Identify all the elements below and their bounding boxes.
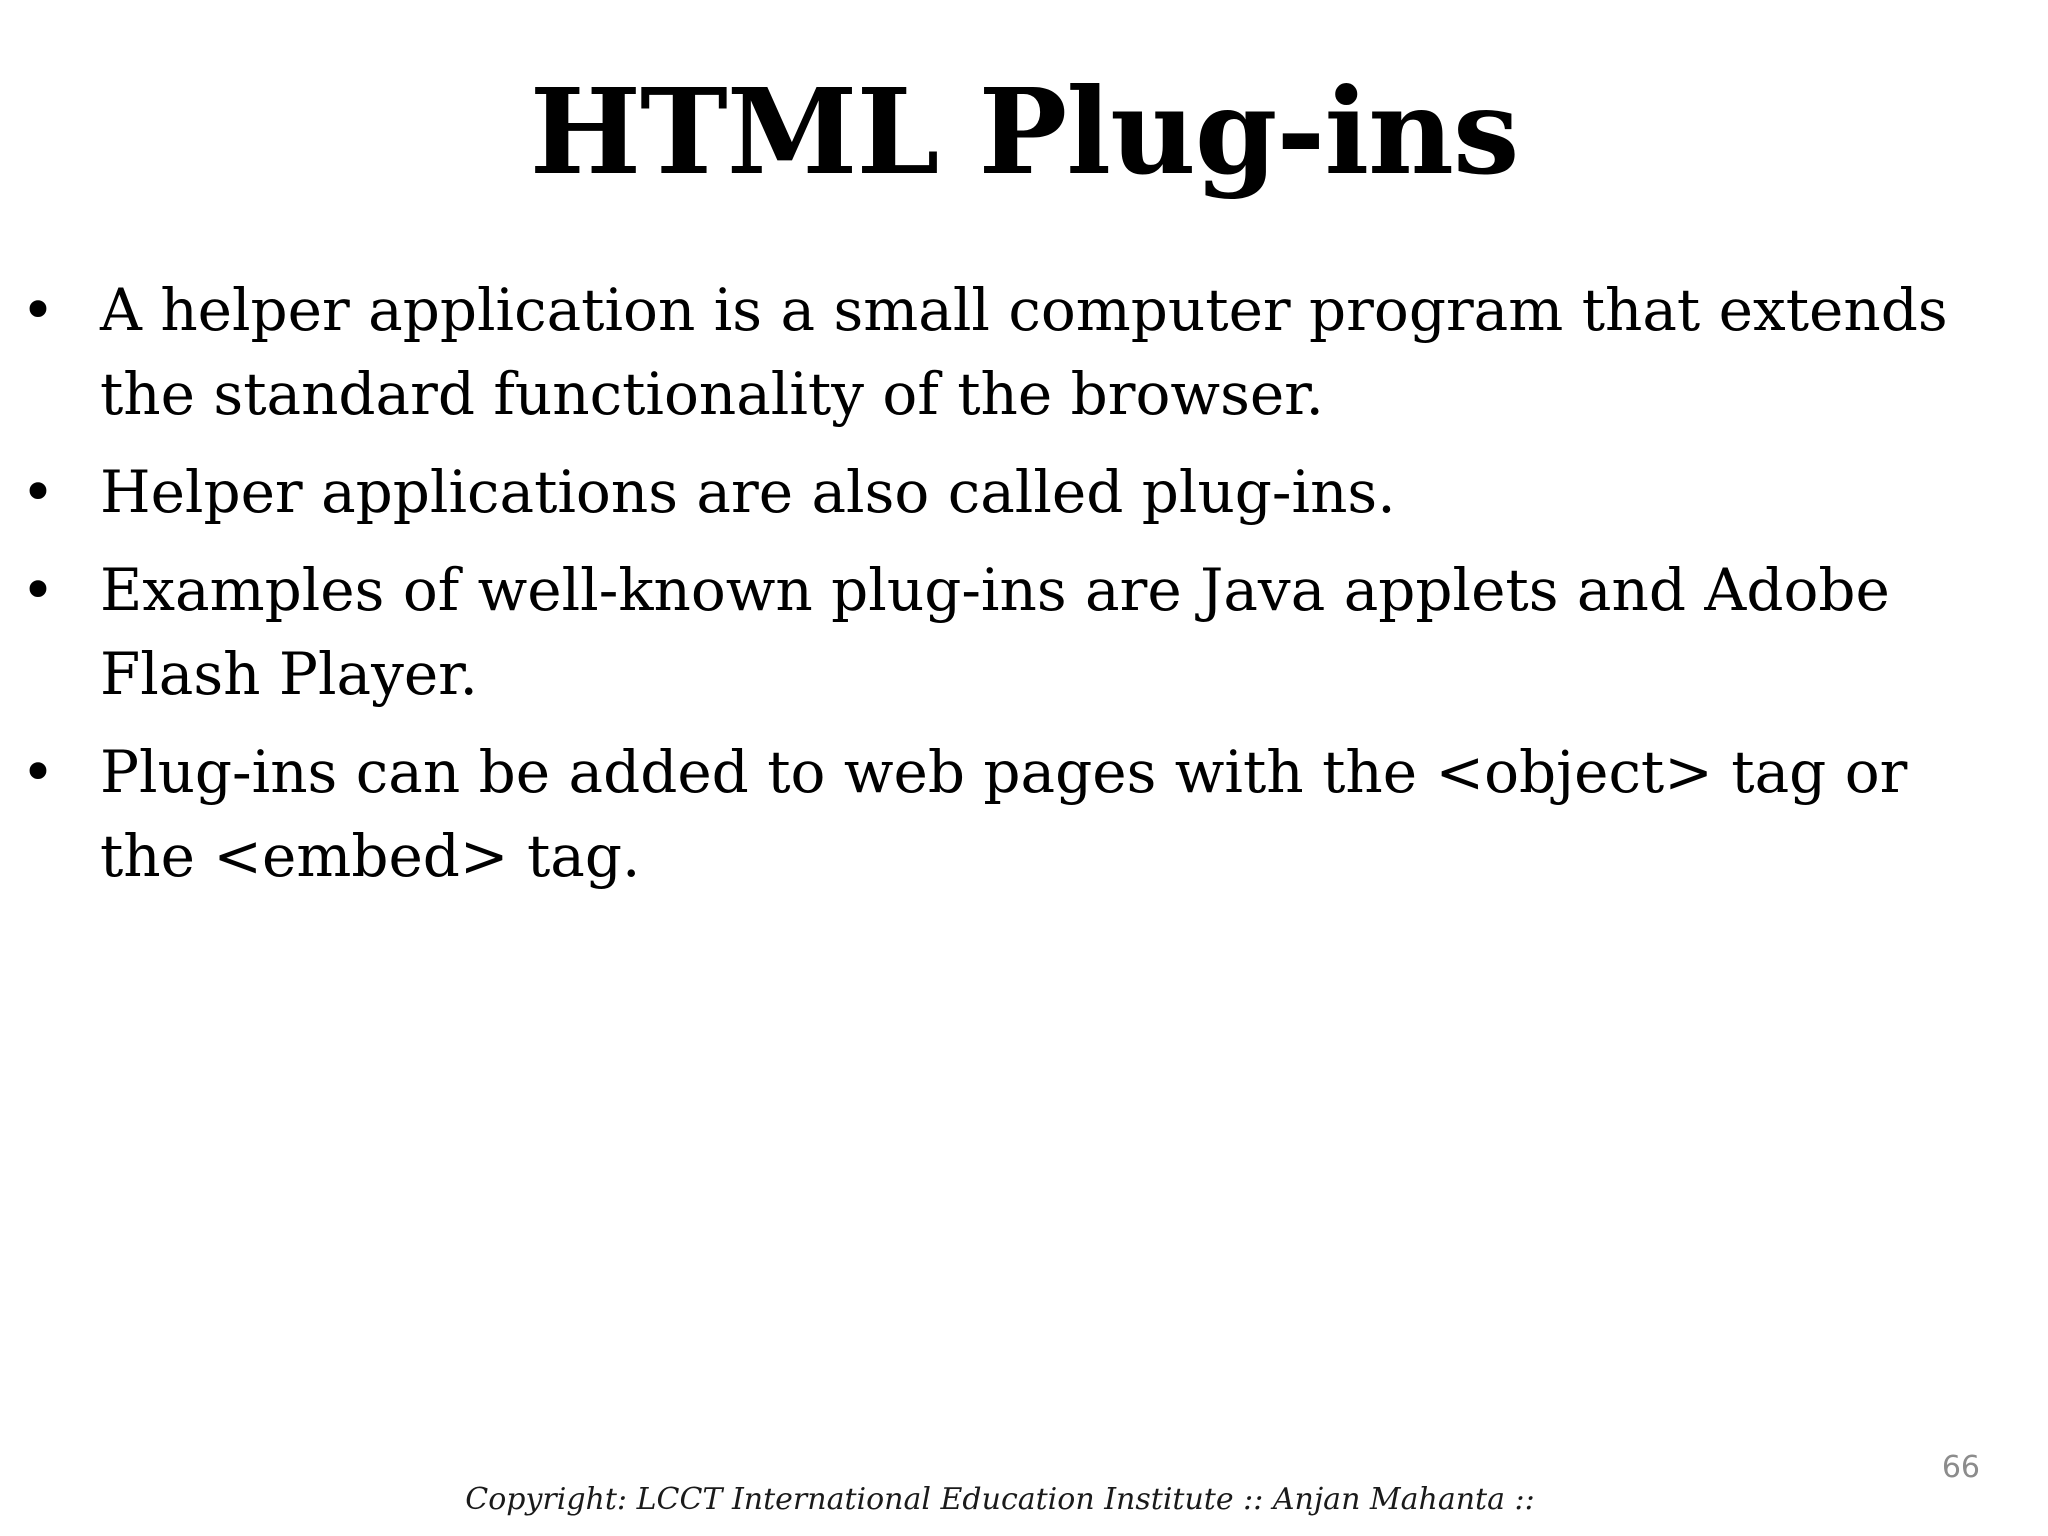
bullet-text: Plug-ins can be added to web pages with the <object> tag or the <embed> tag.	[100, 738, 1908, 890]
bullet-marker: •	[20, 556, 56, 624]
bullet-text: Examples of well-known plug-ins are Java applets and Adobe Flash Player.	[100, 556, 1890, 708]
bullet-list	[0, 268, 2000, 912]
bullet-item	[0, 730, 2000, 898]
bullet-item	[0, 268, 2000, 436]
bullet-text: A helper application is a small computer program that extends the standard functionality of the browser.	[100, 276, 1948, 428]
slide-title: HTML Plug-ins	[529, 62, 1519, 201]
page-number: 66	[1941, 1450, 1980, 1485]
bullet-item	[0, 450, 2000, 534]
bullet-marker: •	[20, 458, 56, 526]
bullet-text: Helper applications are also called plug-ins.	[100, 458, 1396, 526]
bullet-marker: •	[20, 276, 56, 344]
bullet-marker: •	[20, 738, 56, 806]
bullet-item	[0, 548, 2000, 716]
copyright-footer: Copyright: LCCT International Education Institute :: Anjan Mahanta ::	[465, 1482, 1535, 1517]
